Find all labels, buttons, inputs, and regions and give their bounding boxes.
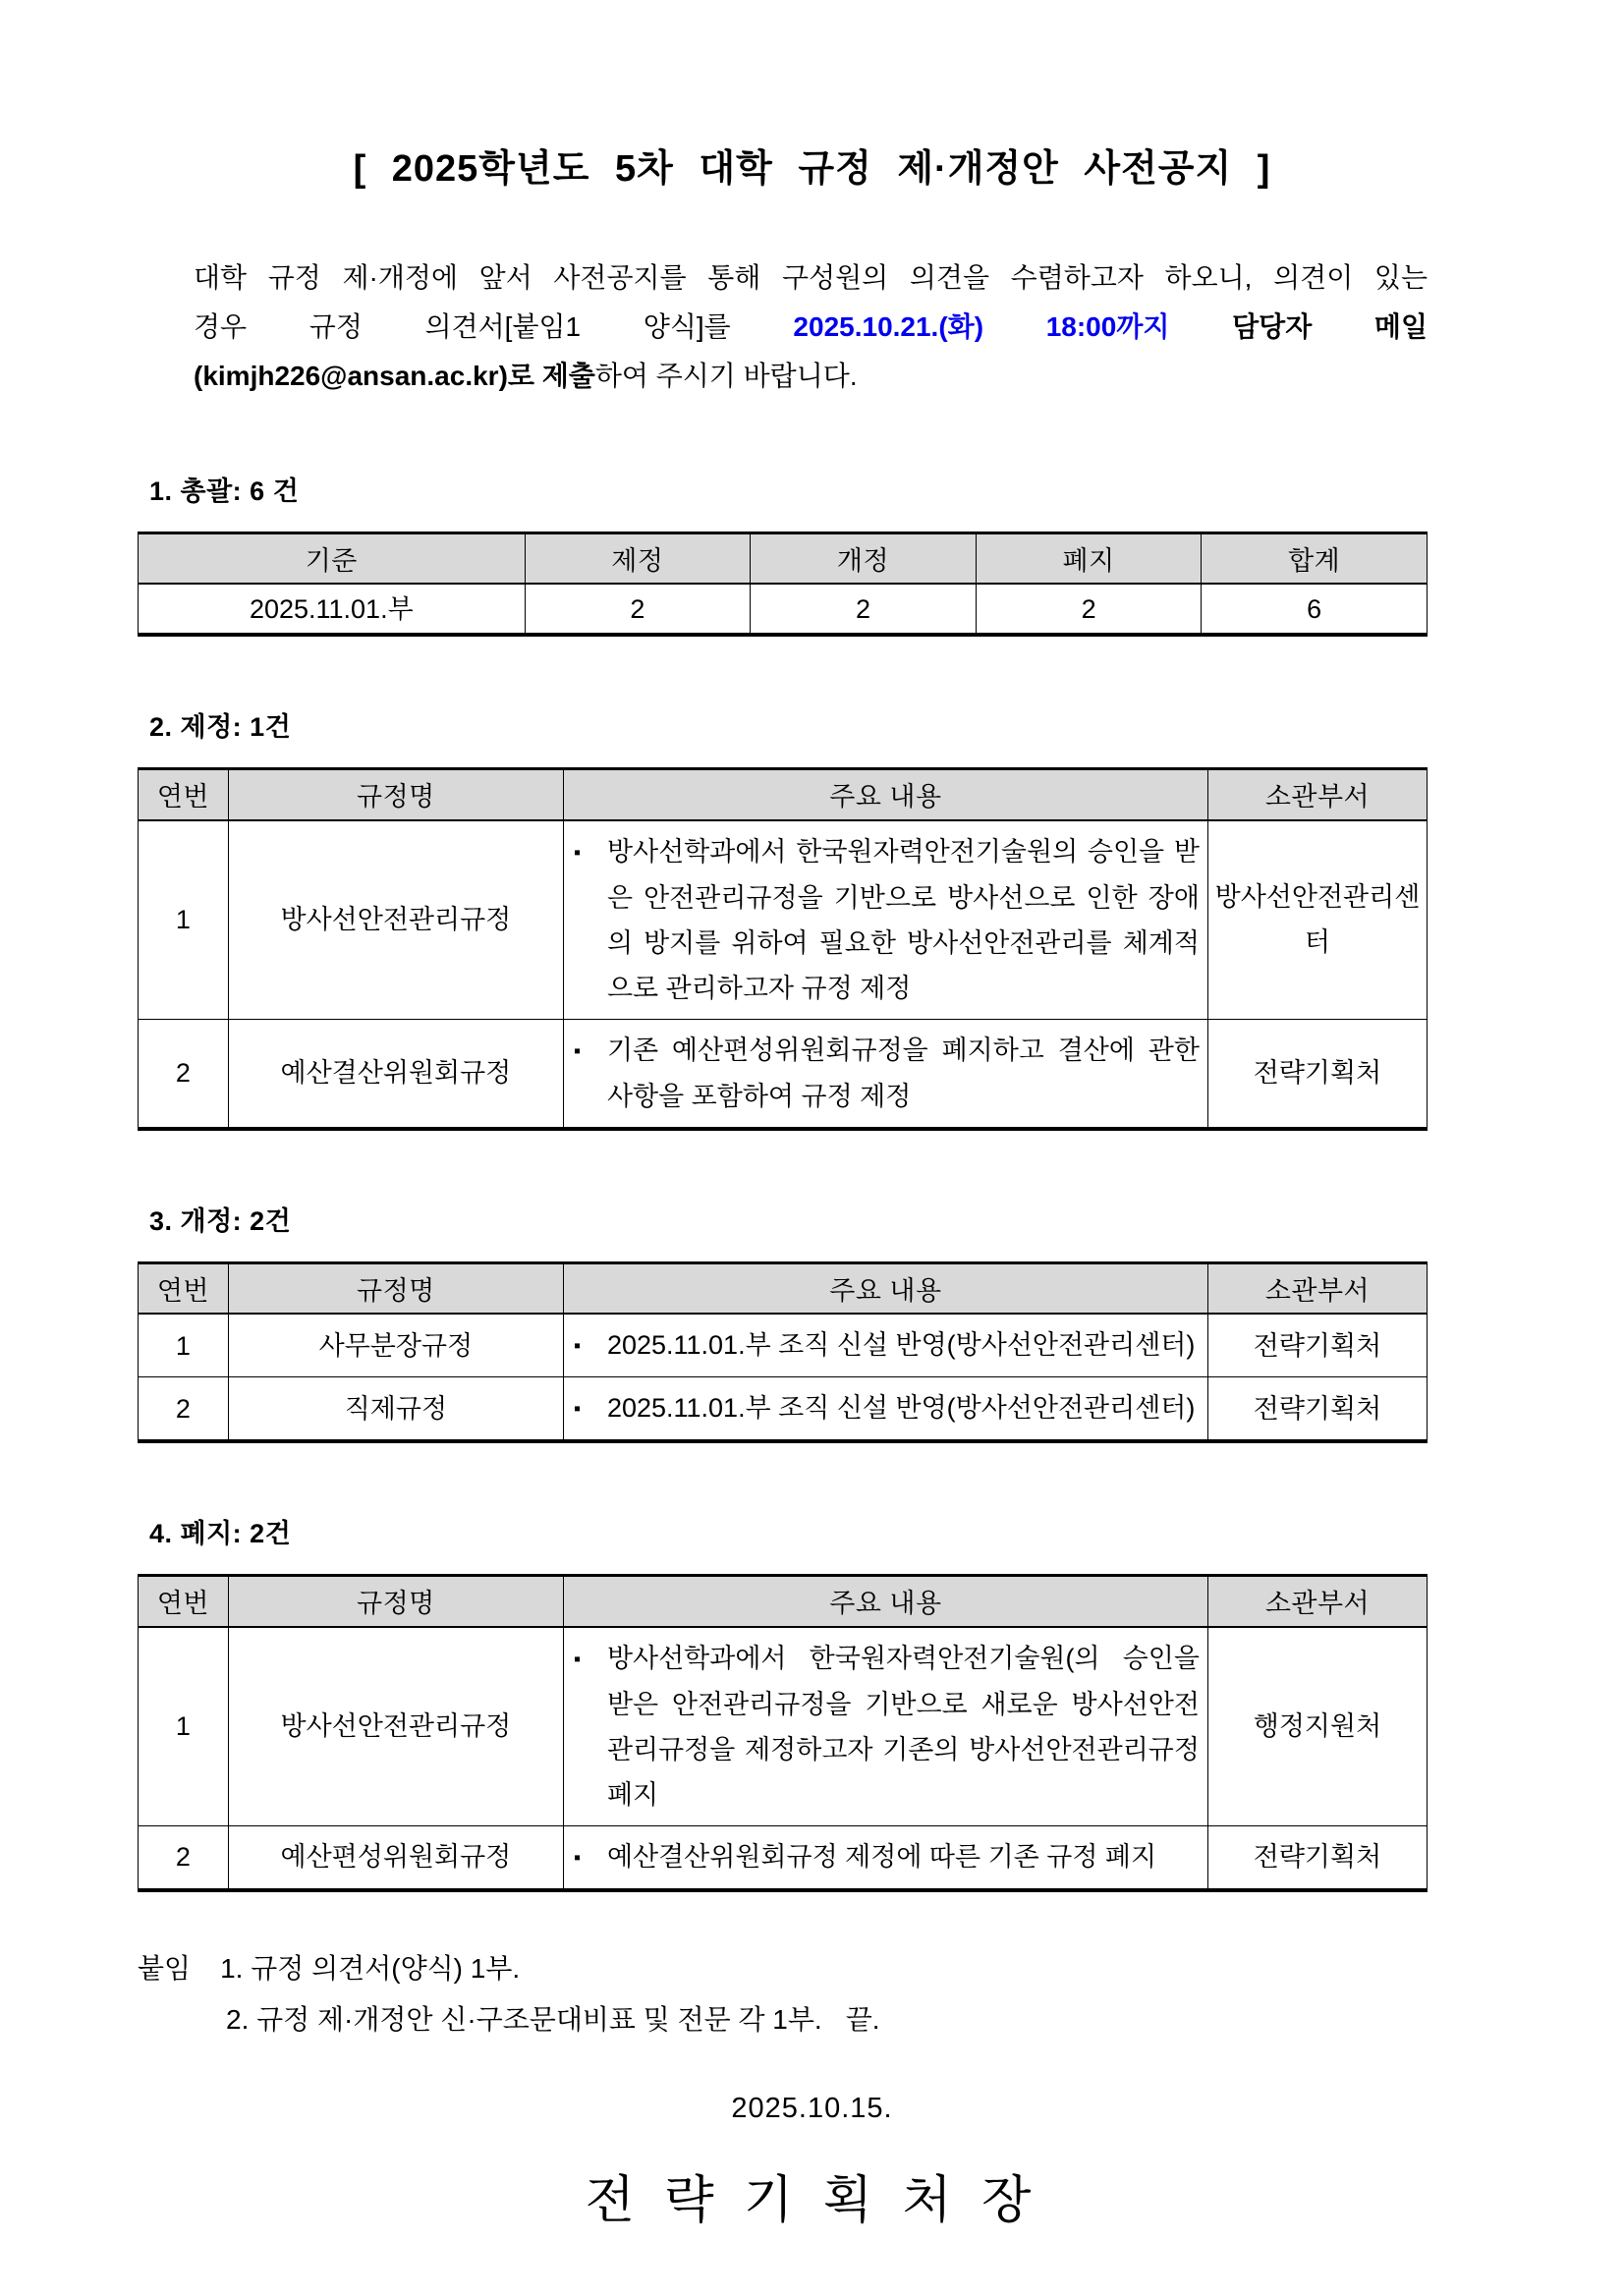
intro-paragraph bbox=[194, 253, 1428, 401]
column-header-dept: 소관부서 bbox=[1207, 1576, 1427, 1627]
amended-count-cell: 2 bbox=[751, 584, 977, 635]
attachment-item-2: 2. 규정 제·개정안 신·구조문대비표 및 전문 각 1부. bbox=[226, 2003, 822, 2035]
abolished-count-cell: 2 bbox=[976, 584, 1202, 635]
department-cell: 전략기획처 bbox=[1207, 1019, 1427, 1129]
column-header-dept: 소관부서 bbox=[1207, 1262, 1427, 1314]
summary-data-row bbox=[139, 584, 1428, 635]
column-header-abolished: 폐지 bbox=[976, 532, 1202, 584]
column-header-amended: 개정 bbox=[751, 532, 977, 584]
bullet-item bbox=[574, 829, 1200, 1011]
bullet-square-icon: ▪ bbox=[573, 1039, 582, 1062]
intro-line-1: 대학 규정 제·개정에 앞서 사전공지를 통해 구성원의 의견을 수렴하고자 하오니, 의견이 있는 bbox=[194, 261, 1428, 293]
row-number-cell: 2 bbox=[139, 1377, 229, 1442]
main-content-text: 2025.11.01.부 조직 신설 반영(방사선안전관리센터) bbox=[606, 1393, 1196, 1424]
column-header-name: 규정명 bbox=[228, 1262, 563, 1314]
column-header-name: 규정명 bbox=[228, 1576, 563, 1627]
deadline-text: 2025.10.21.(화) 18:00까지 bbox=[793, 310, 1170, 342]
main-content-text: 방사선학과에서 한국원자력안전기술원의 승인을 받은 안전관리규정을 기반으로 방사선으로 인한 장애의 방지를 위하여 필요한 방사선안전관리를 체계적으로 관리하고자 규정 제정 bbox=[606, 836, 1200, 1003]
total-count-cell: 6 bbox=[1202, 584, 1428, 635]
table-header-row bbox=[139, 1576, 1428, 1627]
section-abolish-heading: 4. 폐지: 2건 bbox=[149, 1519, 292, 1549]
table-header-row bbox=[139, 769, 1428, 820]
bullet-square-icon: ▪ bbox=[573, 1398, 582, 1421]
summary-header-row bbox=[139, 532, 1428, 584]
section-establish bbox=[138, 705, 1428, 1131]
bullet-square-icon: ▪ bbox=[573, 1648, 582, 1670]
document-end-mark: 끝. bbox=[845, 2003, 880, 2035]
bullet-item bbox=[574, 1385, 1200, 1431]
attachment-item-1: 1. 규정 의견서(양식) 1부. bbox=[220, 1952, 521, 1984]
abolish-table bbox=[138, 1574, 1428, 1892]
intro-line-2-prefix: 경우 규정 의견서[붙임1 양식]를 bbox=[194, 310, 731, 342]
column-header-total: 합계 bbox=[1202, 532, 1428, 584]
document-body bbox=[0, 253, 1624, 2045]
row-number-cell: 2 bbox=[139, 1825, 229, 1890]
summary-table bbox=[138, 532, 1428, 638]
intro-line-2-suffix: 담당자 메일 bbox=[1232, 310, 1428, 342]
column-header-no: 연번 bbox=[139, 1576, 229, 1627]
signature-title: 전 략 기 획 처 장 bbox=[585, 2171, 1039, 2229]
main-content-cell bbox=[563, 1825, 1207, 1890]
section-establish-heading: 2. 제정: 1건 bbox=[149, 712, 292, 743]
section-summary bbox=[138, 470, 1428, 638]
column-header-content: 주요 내용 bbox=[563, 769, 1207, 820]
main-content-cell bbox=[563, 1627, 1207, 1826]
document-title: [ 2025학년도 5차 대학 규정 제·개정안 사전공지 ] bbox=[353, 148, 1271, 190]
table-row bbox=[139, 820, 1428, 1020]
bullet-square-icon: ▪ bbox=[573, 841, 582, 864]
section-summary-heading: 1. 총괄: 6 건 bbox=[149, 476, 300, 506]
main-content-cell bbox=[563, 1314, 1207, 1377]
column-header-no: 연번 bbox=[139, 1262, 229, 1314]
main-content-cell bbox=[563, 820, 1207, 1020]
department-cell: 방사선안전관리센터 bbox=[1207, 820, 1427, 1020]
section-amend bbox=[138, 1200, 1428, 1444]
attachments-block bbox=[138, 1943, 1428, 2045]
bullet-item bbox=[574, 1636, 1200, 1818]
table-header-row bbox=[139, 1262, 1428, 1314]
regulation-name-cell: 사무분장규정 bbox=[228, 1314, 563, 1377]
column-header-no: 연번 bbox=[139, 769, 229, 820]
regulation-name-cell: 예산편성위원회규정 bbox=[228, 1825, 563, 1890]
intro-line-3 bbox=[194, 352, 1428, 401]
bullet-item bbox=[574, 1834, 1200, 1880]
row-number-cell: 1 bbox=[139, 1627, 229, 1826]
attachment-label: 붙임 bbox=[138, 1952, 192, 1984]
basis-date-cell: 2025.11.01.부 bbox=[139, 584, 526, 635]
department-cell: 전략기획처 bbox=[1207, 1314, 1427, 1377]
bullet-square-icon: ▪ bbox=[573, 1846, 582, 1869]
intro-line-3-rest: 하여 주시기 바랍니다. bbox=[594, 360, 858, 391]
intro-line-2 bbox=[194, 303, 1428, 352]
main-content-text: 기존 예산편성위원회규정을 폐지하고 결산에 관한 사항을 포함하여 규정 제정 bbox=[606, 1035, 1200, 1111]
main-content-text: 2025.11.01.부 조직 신설 반영(방사선안전관리센터) bbox=[606, 1330, 1196, 1361]
main-content-cell bbox=[563, 1377, 1207, 1442]
column-header-basis: 기준 bbox=[139, 532, 526, 584]
row-number-cell: 1 bbox=[139, 1314, 229, 1377]
column-header-name: 규정명 bbox=[228, 769, 563, 820]
regulation-name-cell: 예산결산위원회규정 bbox=[228, 1019, 563, 1129]
amend-table bbox=[138, 1261, 1428, 1444]
document-date: 2025.10.15. bbox=[731, 2092, 893, 2124]
row-number-cell: 1 bbox=[139, 820, 229, 1020]
department-cell: 전략기획처 bbox=[1207, 1377, 1427, 1442]
contact-email-text: (kimjh226@ansan.ac.kr)로 제출 bbox=[194, 360, 595, 391]
table-row bbox=[139, 1825, 1428, 1890]
section-amend-heading: 3. 개정: 2건 bbox=[149, 1205, 292, 1236]
attachment-line-1 bbox=[138, 1943, 1428, 1994]
enacted-count-cell: 2 bbox=[525, 584, 751, 635]
column-header-enacted: 제정 bbox=[525, 532, 751, 584]
row-number-cell: 2 bbox=[139, 1019, 229, 1129]
regulation-name-cell: 직제규정 bbox=[228, 1377, 563, 1442]
department-cell: 전략기획처 bbox=[1207, 1825, 1427, 1890]
main-content-text: 예산결산위원회규정 제정에 따른 기존 규정 폐지 bbox=[606, 1841, 1157, 1872]
column-header-content: 주요 내용 bbox=[563, 1576, 1207, 1627]
table-row bbox=[139, 1019, 1428, 1129]
section-abolish bbox=[138, 1512, 1428, 1892]
table-row bbox=[139, 1314, 1428, 1377]
bullet-square-icon: ▪ bbox=[573, 1335, 582, 1358]
attachment-line-2 bbox=[138, 1994, 1428, 2045]
establish-table bbox=[138, 767, 1428, 1131]
department-cell: 행정지원처 bbox=[1207, 1627, 1427, 1826]
regulation-name-cell: 방사선안전관리규정 bbox=[228, 820, 563, 1020]
bullet-item bbox=[574, 1028, 1200, 1119]
table-row bbox=[139, 1377, 1428, 1442]
main-content-cell bbox=[563, 1019, 1207, 1129]
bullet-item bbox=[574, 1322, 1200, 1369]
regulation-name-cell: 방사선안전관리규정 bbox=[228, 1627, 563, 1826]
table-row bbox=[139, 1627, 1428, 1826]
column-header-content: 주요 내용 bbox=[563, 1262, 1207, 1314]
main-content-text: 방사선학과에서 한국원자력안전기술원(의 승인을 받은 안전관리규정을 기반으로 새로운 방사선안전관리규정을 제정하고자 기존의 방사선안전관리규정 폐지 bbox=[606, 1643, 1200, 1810]
column-header-dept: 소관부서 bbox=[1207, 769, 1427, 820]
